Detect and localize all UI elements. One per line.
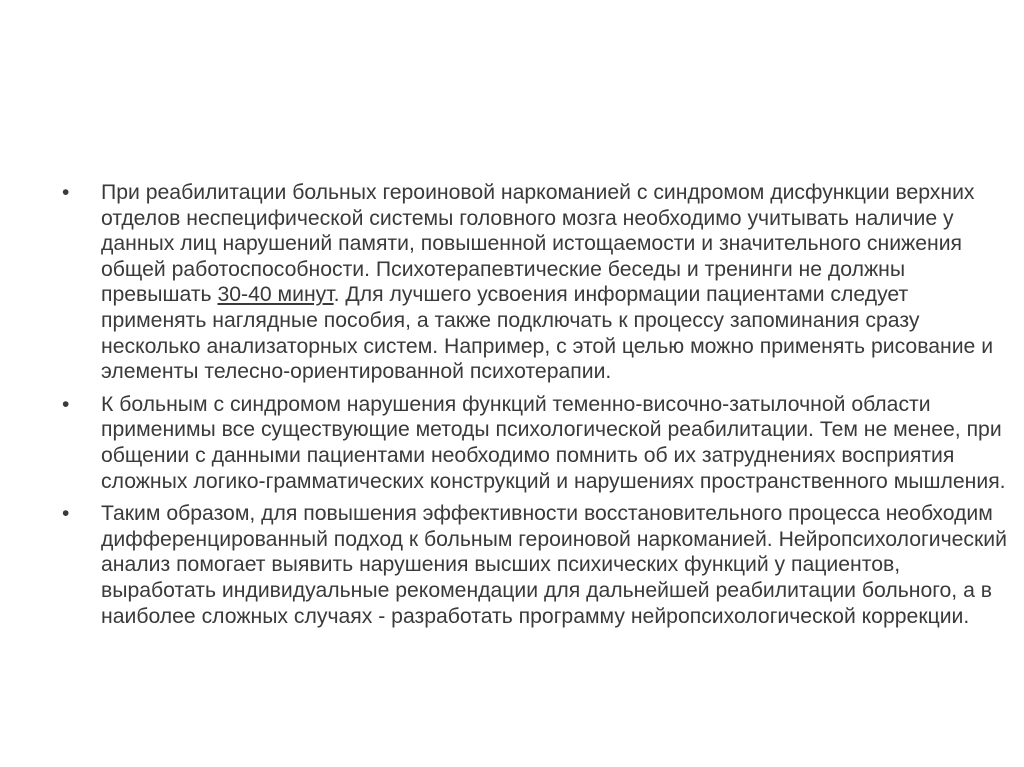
- bullet-item-1: [62, 180, 1012, 385]
- bullet-text-part: При реабилитации больных героиновой наркоманией с синдромом дисфункции верхних отделов неспецифической системы головного мозга необходимо учитывать наличие у данных лиц нарушений памяти, повышенной истощаемости и значительного снижения общей работоспособности. Психотерапевтические беседы и тренинги не должны превышать: [101, 181, 975, 307]
- bullet-marker: •: [62, 502, 70, 526]
- bullet-text: Таким образом, для повышения эффективности восстановительного процесса необходим дифференцированный подход к больным героиновой наркоманией. Нейропсихологический анализ помогает выявить нарушения высших психических функций у пациентов, выработать индивидуальные рекомендации для дальнейшей реабилитации больного, а в наиболее сложных случаях - разработать программу нейропсихологической коррекции.: [101, 502, 1007, 628]
- bullet-item-2: [62, 392, 1012, 494]
- bullet-list: [62, 180, 1012, 636]
- bullet-marker: •: [62, 392, 70, 416]
- bullet-text: [101, 180, 1012, 385]
- bullet-item-3: [62, 501, 1012, 629]
- bullet-text: К больным с синдромом нарушения функций теменно-височно-затылочной области применимы все существующие методы психологической реабилитации. Тем не менее, при общении с данными пациентами необходимо помнить об их затруднениях восприятия сложных логико-грамматических конструкций и нарушениях пространственного мышления.: [101, 392, 1006, 493]
- bullet-marker: •: [62, 181, 70, 204]
- underlined-duration: 30-40 минут: [217, 283, 334, 307]
- bullet-text-part: . Для лучшего усвоения информации пациентами следует применять наглядные пособия, а также подключать к процессу запоминания сразу несколько анализаторных систем. Например, с этой целью можно применять рисование и элементы телесно-ориентированной психотерапии.: [101, 283, 994, 384]
